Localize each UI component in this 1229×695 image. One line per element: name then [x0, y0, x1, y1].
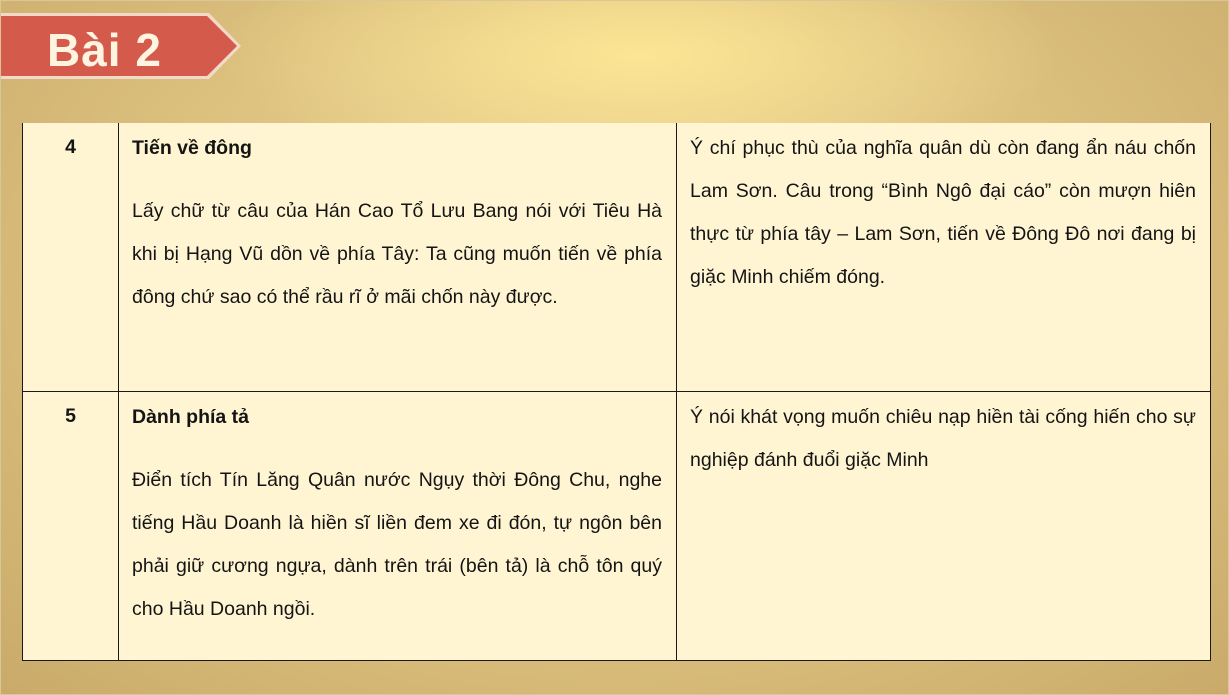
table-row: [23, 391, 1211, 660]
entry-meaning: Ý nói khát vọng muốn chiêu nạp hiền tài cống hiến cho sự nghiệp đánh đuổi giặc Minh: [690, 405, 1196, 471]
row-number: 4: [23, 123, 119, 391]
entry-description: Điển tích Tín Lăng Quân nước Ngụy thời Đông Chu, nghe tiếng Hầu Doanh là hiền sĩ liền đem xe đi đón, tự ngôn bên phải giữ cương ngựa, dành trên trái (bên tả) là chỗ tôn quý cho Hầu Doanh ngồi.: [132, 468, 662, 620]
content-table: [22, 123, 1210, 660]
entry-meaning: Ý chí phục thù của nghĩa quân dù còn đang ẩn náu chốn Lam Sơn. Câu trong “Bình Ngô đại cáo” còn mượn hiên thực từ phía tây – Lam Sơn, tiến về Đông Đô nơi đang bị giặc Minh chiếm đóng.: [690, 137, 1196, 288]
row-meaning-cell: [677, 391, 1211, 660]
table-row: [23, 123, 1211, 391]
entry-description: Lấy chữ từ câu của Hán Cao Tổ Lưu Bang nói với Tiêu Hà khi bị Hạng Vũ dồn về phía Tây: Ta cũng muốn tiến về phía đông chứ sao có thể rầu rĩ ở mãi chốn này được.: [132, 200, 662, 308]
row-meaning-cell: [677, 123, 1211, 391]
entry-title: Dành phía tả: [132, 405, 250, 428]
row-number: 5: [23, 391, 119, 660]
lesson-badge: [1, 13, 241, 79]
row-title-cell: [119, 123, 677, 391]
entry-title: Tiến về đông: [132, 137, 252, 159]
row-title-cell: [119, 391, 677, 660]
lesson-title: Bài 2: [47, 24, 162, 76]
